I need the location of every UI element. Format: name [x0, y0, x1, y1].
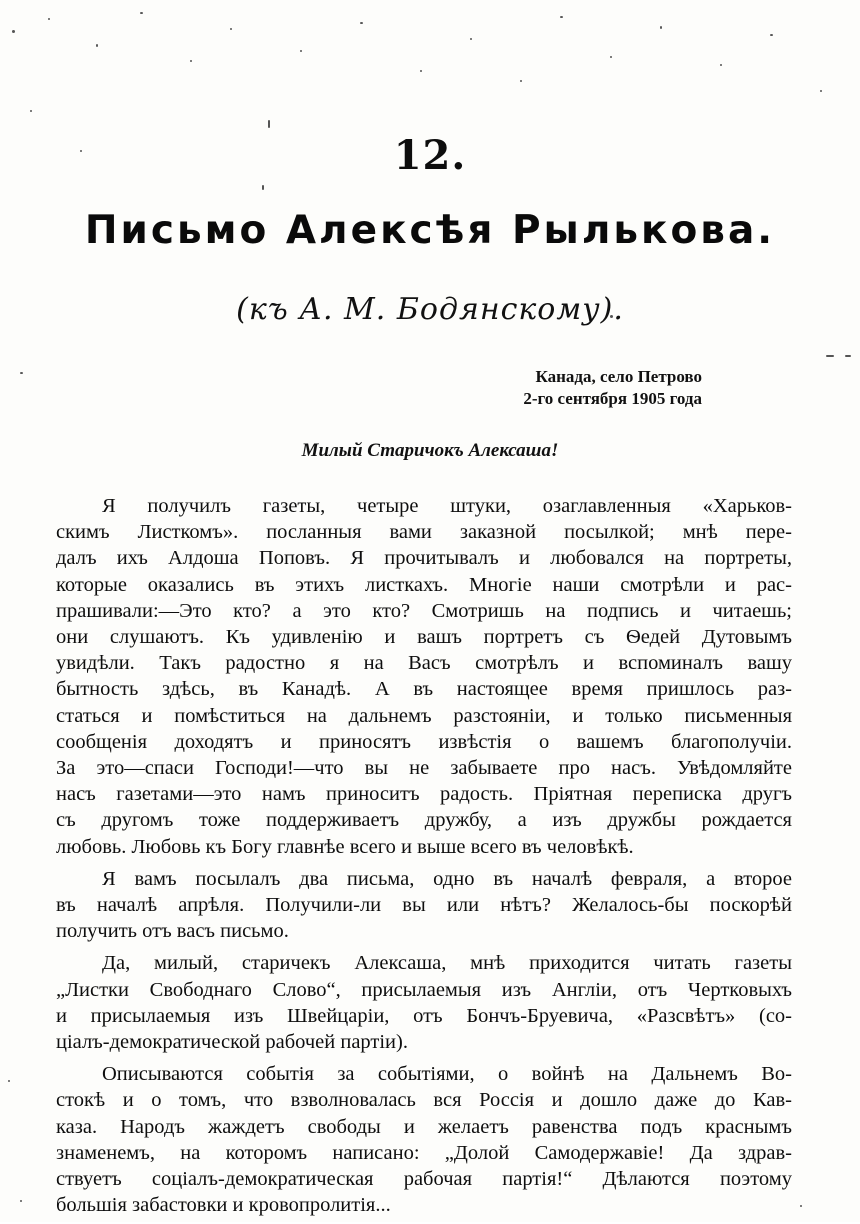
paragraph-3 [56, 950, 792, 1055]
text-line: большія забастовки и кровопролитія... [56, 1194, 391, 1217]
text-line: въ началѣ апрѣля. Получили-ли вы или нѣтъ? Желалось-бы поскорѣй [56, 894, 792, 917]
text-line: сообщенія доходятъ и приносятъ извѣстія о вашемъ благополучіи. [56, 730, 792, 753]
paragraph-2 [56, 866, 792, 945]
paragraph-1 [56, 493, 792, 860]
text-line: насъ газетами—это намъ приноситъ радость. Пріятная переписка другъ [56, 783, 792, 806]
letter-body [56, 493, 792, 1224]
text-line: ціалъ-демократической рабочей партіи). [56, 1031, 408, 1054]
text-line: съ другомъ тоже поддерживаетъ дружбу, а изъ дружбы рождается [56, 809, 792, 832]
paragraph-4 [56, 1061, 792, 1218]
text-line: каза. Народъ жаждетъ свободы и желаетъ равенства подъ краснымъ [56, 1115, 792, 1138]
text-line: статься и помѣститься на дальнемъ разстояніи, и только письменныя [56, 704, 792, 727]
text-line: За это—спаси Господи!—что вы не забываете про насъ. Увѣдомляйте [56, 757, 792, 780]
letter-salutation: Милый Старичокъ Алексаша! [301, 440, 559, 461]
text-line: бытность здѣсь, въ Канадѣ. А въ настоящее время пришлось раз- [56, 678, 792, 701]
place-date-block [523, 366, 702, 410]
text-line: прашивали:—Это кто? а это кто? Смотришь на подпись и читаешь; [56, 599, 792, 622]
text-line: и присылаемыя изъ Швейцаріи, отъ Бончъ-Бруевича, «Разсвѣтъ» (со- [56, 1004, 792, 1027]
text-line: которые оказались въ этихъ листкахъ. Многіе наши смотрѣли и рас- [56, 573, 792, 596]
text-line: увидѣли. Такъ радостно я на Васъ смотрѣлъ и вспоминалъ вашу [56, 652, 792, 675]
text-line: „Листки Свободнаго Слово“, присылаемыя изъ Англіи, отъ Чертковыхъ [56, 978, 792, 1001]
text-line: Да, милый, старичекъ Алексаша, мнѣ приходится читать газеты [102, 952, 792, 975]
text-line: Я вамъ посылалъ два письма, одно въ началѣ февраля, а второе [102, 867, 792, 890]
letter-place: Канада, село Петрово [535, 367, 702, 386]
letter-title: Письмо Алексѣя Рылькова. [84, 208, 776, 253]
text-line: стокѣ и о томъ, что взволновалась вся Россія и дошло даже до Кав- [56, 1089, 792, 1112]
text-line: далъ ихъ Алдоша Поповъ. Я прочитывалъ и любовался на портреты, [56, 547, 792, 570]
letter-number: 12. [393, 132, 467, 179]
text-line: Я получилъ газеты, четыре штуки, озаглавленныя «Харьков- [102, 495, 792, 517]
text-line: ствуетъ соціалъ-демократическая рабочая партія!“ Дѣлаются поэтому [56, 1168, 792, 1191]
text-line: скимъ Листкомъ». посланныя вами заказной посылкой; мнѣ пере- [56, 521, 792, 544]
text-line: знаменемъ, на которомъ написано: „Долой Самодержавіе! Да здрав- [56, 1141, 792, 1164]
text-line: они слушаютъ. Къ удивленію и вашъ портретъ съ Ѳедей Дутовымъ [56, 626, 792, 649]
letter-date: 2-го сентября 1905 года [523, 389, 702, 408]
text-line: любовь. Любовь къ Богу главнѣе всего и выше всего въ человѣкѣ. [56, 835, 634, 858]
text-line: получить отъ васъ письмо. [56, 920, 289, 943]
letter-addressee: (къ А. М. Бодянскому). [236, 292, 624, 327]
text-line: Описываются событія за событіями, о войнѣ на Дальнемъ Во- [102, 1063, 792, 1086]
